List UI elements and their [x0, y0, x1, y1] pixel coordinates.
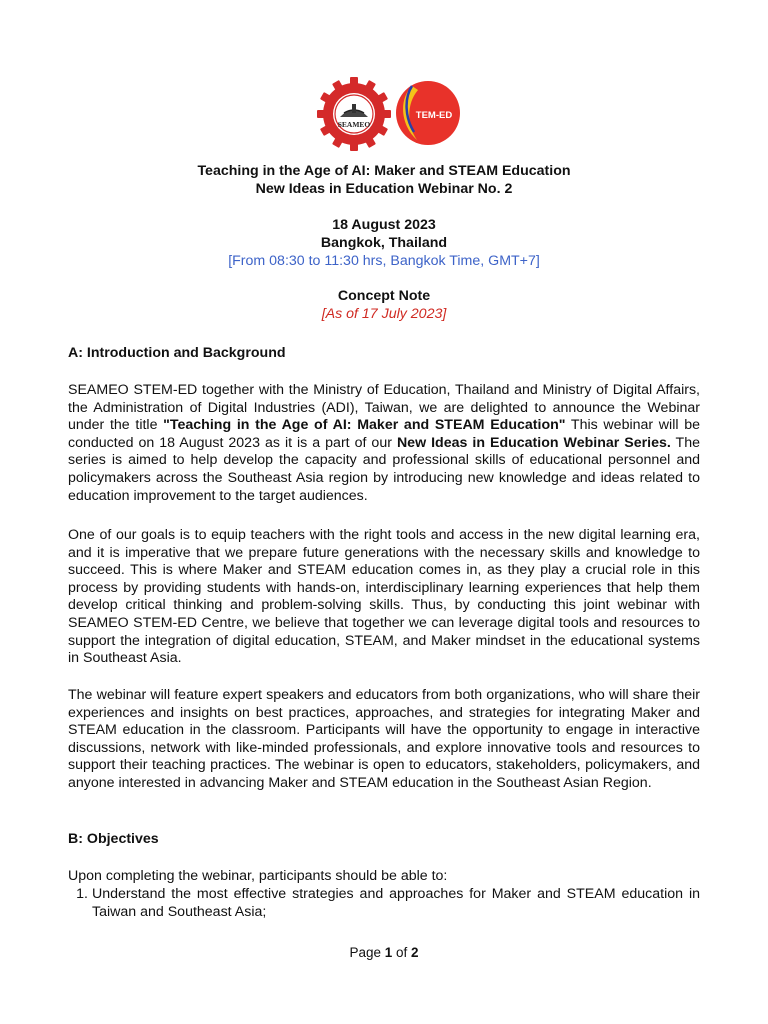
p1-text-3: The series is aimed to help develop the capacity and professional skills of educational personnel and policymakers across the Southeast Asia region by introducing new knowledge and ideas related to education improvement to the target audiences.: [68, 434, 700, 504]
title-line-1: Teaching in the Age of AI: Maker and STEAM Education: [197, 163, 571, 179]
section-a-heading: A: Introduction and Background: [68, 345, 286, 361]
as-of-date: [As of 17 July 2023]: [321, 306, 447, 322]
event-date: 18 August 2023: [332, 217, 436, 233]
page-current: 1: [384, 945, 393, 960]
doc-type: Concept Note: [337, 288, 431, 304]
section-a-paragraph-3: The webinar will feature expert speakers and educators from both organizations, who will share their experiences and insights on best practices, approaches, and strategies for integrating Maker and STEAM education in the classroom. Participants will have the opportunity to engage in interactive discussions, network with like-minded professionals, and explore innovative tools and resources to support their teaching practices. The webinar is open to educators, stakeholders, policymakers, and anyone interested in advancing Maker and STEAM education in the Southeast Asian Region.: [68, 687, 700, 791]
objectives-intro: Upon completing the webinar, participants should be able to:: [68, 868, 448, 884]
page-total: 2: [411, 945, 419, 960]
event-time: [From 08:30 to 11:30 hrs, Bangkok Time, GMT+7]: [228, 253, 540, 269]
section-a-paragraph-2: One of our goals is to equip teachers with the right tools and access in the new digital learning era, and it is imperative that we prepare future generations with the necessary skills and knowledge to succeed. This is where Maker and STEAM education comes in, as they play a crucial role in this process by providing students with hands-on, interdisciplinary learning experiences that help them develop critical thinking and problem-solving skills. Thus, by conducting this joint webinar with SEAMEO STEM-ED Centre, we believe that together we can leverage digital tools and resources to support the integration of digital education, STEAM, and Maker mindset in the educational systems in Southeast Asia.: [68, 527, 700, 667]
p1-bold-title: "Teaching in the Age of AI: Maker and STEAM Education": [163, 417, 566, 434]
page-footer: [0, 945, 768, 960]
objective-number: 1.: [76, 886, 88, 902]
section-a-paragraph-1: [68, 382, 700, 505]
objective-item-1: [76, 886, 700, 921]
page-of: of: [392, 945, 412, 960]
p1-bold-series: New Ideas in Education Webinar Series.: [396, 434, 671, 451]
section-b-heading: B: Objectives: [68, 831, 159, 847]
header-logos: [0, 74, 768, 154]
p1-text-2: This webinar will be conducted on 18 August 2023 as it is a part of our: [68, 417, 700, 451]
page-label: Page: [349, 945, 385, 960]
p1-text-1: SEAMEO STEM-ED together with the Ministry of Education, Thailand and Ministry of Digital Affairs, the Administration of Digital Industries (ADI), Taiwan, we are delighted to announce the Webinar under the title: [68, 382, 700, 434]
event-location: Bangkok, Thailand: [320, 235, 448, 251]
objective-text: Understand the most effective strategies and approaches for Maker and STEAM education in Taiwan and Southeast Asia;: [92, 886, 700, 920]
seameo-logo: [314, 74, 394, 154]
title-line-2: New Ideas in Education Webinar No. 2: [255, 181, 513, 197]
stemed-logo: [393, 78, 463, 148]
seameo-logo-text: SEAMEO: [337, 120, 371, 129]
stemed-logo-text: TEM-ED: [415, 110, 453, 121]
